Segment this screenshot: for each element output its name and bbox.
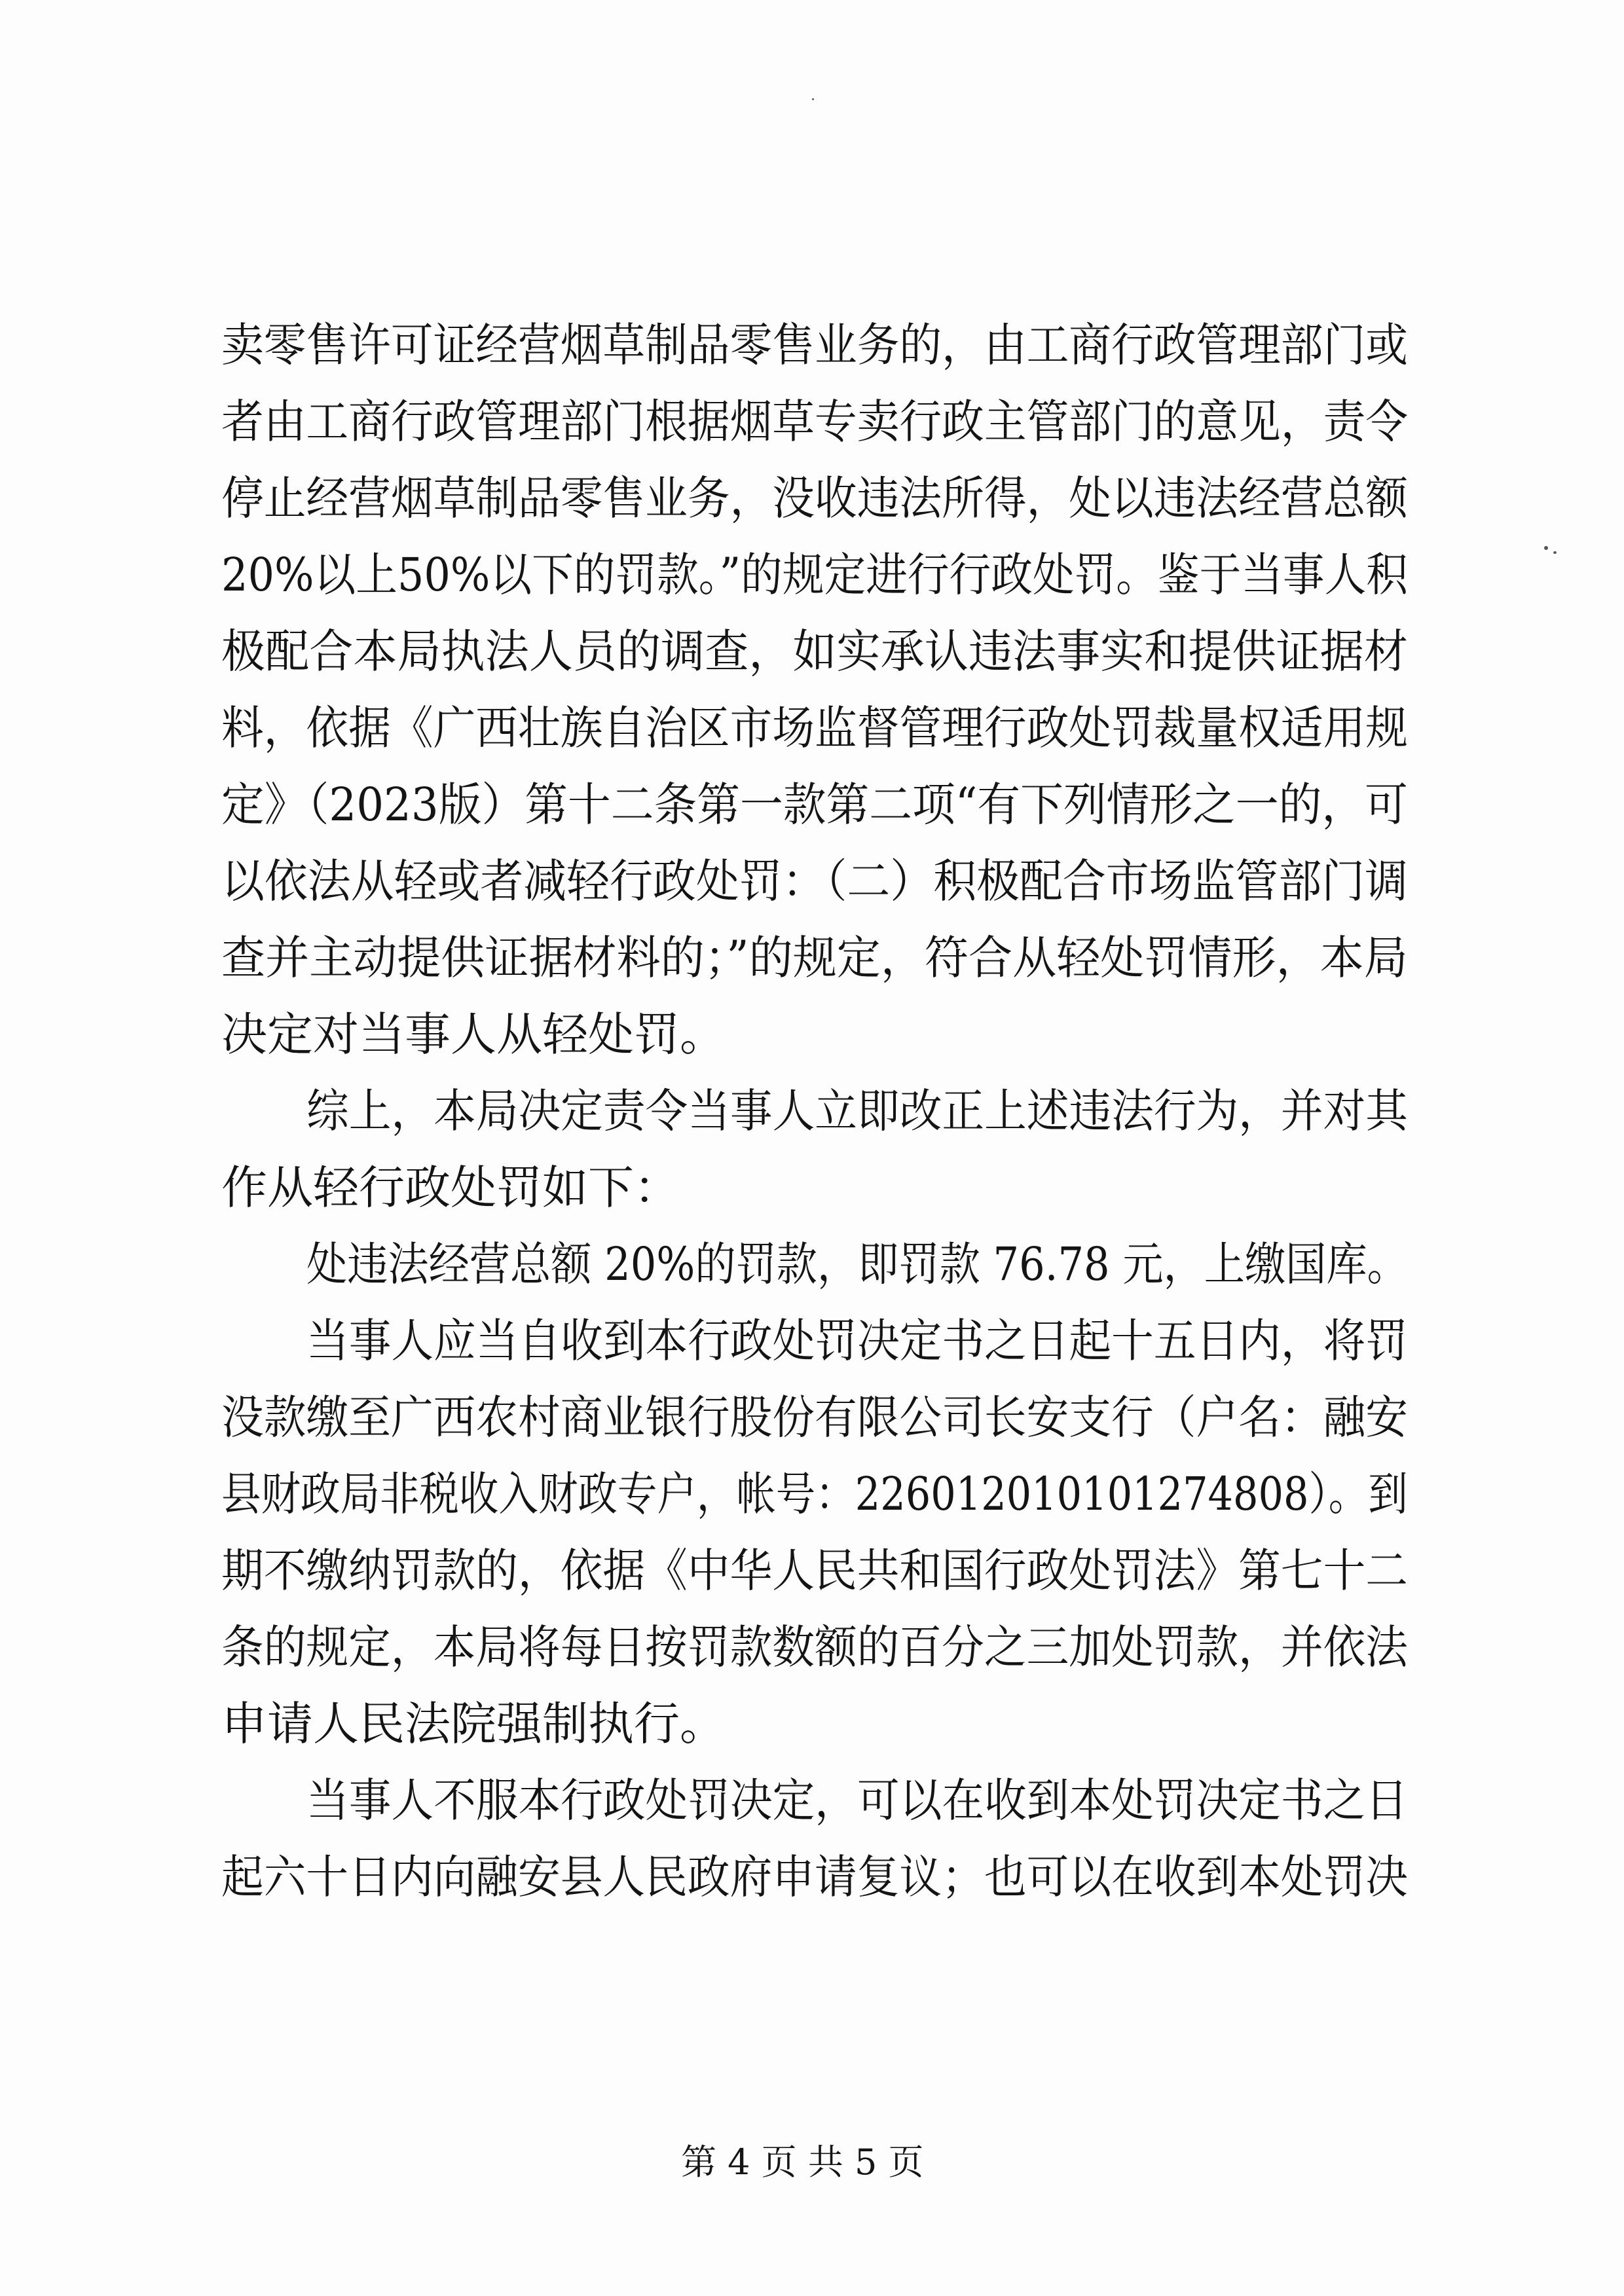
scan-speck — [1544, 546, 1548, 550]
paragraph-first-line: 综上，本局决定责令当事人立即改正上述违法行为，并对其 — [306, 1084, 1408, 1138]
body-text-line: 没款缴至广西农村商业银行股份有限公司长安支行（户名：融安 — [221, 1391, 1408, 1444]
body-text-line: 定》（2023版）第十二条第一款第二项“有下列情形之一的，可 — [221, 778, 1408, 831]
body-text-line: 停止经营烟草制品零售业务，没收违法所得，处以违法经营总额 — [221, 471, 1408, 525]
page-number-footer: 第 4 页 共 5 页 — [681, 2141, 924, 2183]
body-text-line: 申请人民法院强制执行。 — [221, 1697, 726, 1751]
body-text-line: 期不缴纳罚款的，依据《中华人民共和国行政处罚法》第七十二 — [221, 1544, 1408, 1597]
body-text-line: 卖零售许可证经营烟草制品零售业务的，由工商行政管理部门或 — [221, 318, 1408, 372]
body-text-line: 起六十日内向融安县人民政府申请复议；也可以在收到本处罚决 — [221, 1850, 1408, 1904]
body-text-line: 以依法从轻或者减轻行政处罚：（二）积极配合市场监管部门调 — [221, 854, 1408, 908]
body-text-line: 者由工商行政管理部门根据烟草专卖行政主管部门的意见，责令 — [221, 395, 1408, 448]
paragraph-first-line: 处违法经营总额 20%的罚款，即罚款 76.78 元，上缴国库。 — [306, 1237, 1408, 1291]
paragraph-first-line: 当事人应当自收到本行政处罚决定书之日起十五日内，将罚 — [306, 1314, 1408, 1368]
body-text-line: 料，依据《广西壮族自治区市场监督管理行政处罚裁量权适用规 — [221, 701, 1408, 755]
scan-speck — [812, 98, 814, 100]
body-text-line: 条的规定，本局将每日按罚款数额的百分之三加处罚款，并依法 — [221, 1620, 1408, 1674]
paragraph-first-line: 当事人不服本行政处罚决定，可以在收到本处罚决定书之日 — [306, 1774, 1408, 1827]
body-text-line: 20%以上50%以下的罚款。”的规定进行行政处罚。鉴于当事人积 — [221, 548, 1408, 602]
body-text-line: 县财政局非税收入财政专户，帐号：22601201010127480​8）。到 — [221, 1467, 1408, 1521]
body-text-line: 极配合本局执法人员的调查，如实承认违法事实和提供证据材 — [221, 625, 1408, 678]
body-text-line: 作从轻行政处罚如下： — [221, 1161, 680, 1214]
scan-speck — [1553, 551, 1557, 554]
body-text-line: 决定对当事人从轻处罚。 — [221, 1008, 726, 1061]
body-text-line: 查并主动提供证据材料的；”的规定，符合从轻处罚情形，本局 — [221, 931, 1408, 985]
